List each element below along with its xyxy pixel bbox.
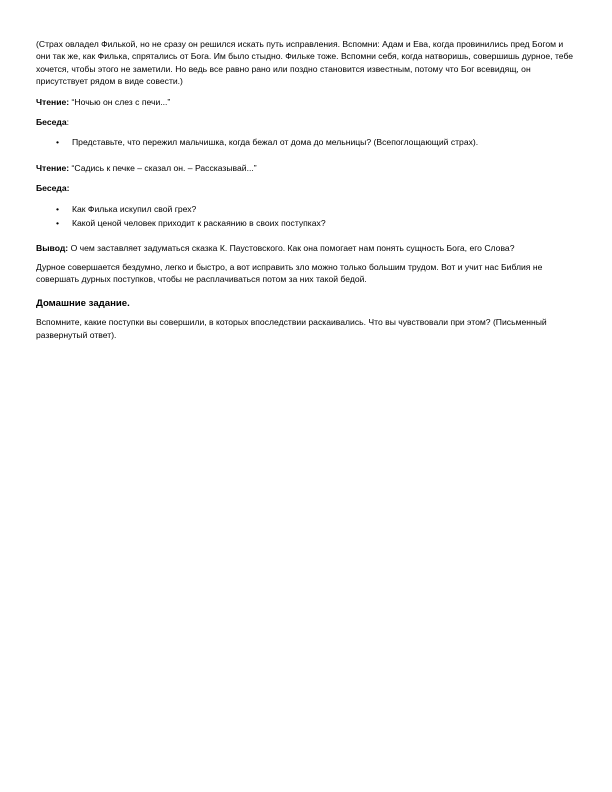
list-item-text: Представьте, что пережил мальчишка, когда бежал от дома до мельницы? (Всепоглощающий страх). (72, 137, 479, 148)
bullet-icon: • (56, 137, 60, 148)
reading-1 (36, 96, 578, 108)
conclusion (36, 242, 578, 254)
conclusion-text: О чем заставляет задуматься сказка К. Паустовского. Как она помогает нам понять сущность Бога, его Слова? (70, 243, 515, 254)
talk-2-list (36, 203, 578, 230)
talk-1-heading (36, 116, 578, 128)
list-item-text: Какой ценой человек приходит к раскаянию в своих поступках? (72, 218, 326, 229)
list-item (36, 203, 578, 215)
talk-2-heading (36, 182, 578, 194)
list-item-text: Как Филька искупил свой грех? (72, 203, 197, 214)
talk-1-label: Беседа (36, 117, 67, 128)
reading-1-label: Чтение: (36, 96, 70, 107)
reading-2-label: Чтение: (36, 162, 70, 173)
homework-title: Домашние задание. (36, 297, 130, 309)
homework-text: Вспомните, какие поступки вы совершили, в которых впоследствии раскаивались. Что вы чувствовали при этом? (Письменный развернутый ответ). (36, 317, 547, 340)
list-item (36, 217, 578, 229)
talk-2-label: Беседа: (36, 183, 70, 194)
reading-2 (36, 162, 578, 174)
reading-2-text: “Садись к печке – сказал он. – Рассказывай...” (71, 162, 257, 173)
intro-paragraph: (Страх овладел Филькой, но не сразу он решился искать путь исправления. Вспомни: Адам и Ева, когда провинились пред Богом и они так же, как Филька, спрятались от Бога. Им было стыдно. Фильке тоже. Вспомни себя, когда натворишь, совершишь дурное, тебе хочется, чтобы этого не заметили. Но ведь все равно рано или поздно становится известным, потому что Бог всевидящ, он присутствует рядом в виде совести.) (36, 39, 574, 87)
bad-deeds-paragraph: Дурное совершается бездумно, легко и быстро, а вот исправить зло можно только большим трудом. Вот и учит нас Библия не совершать дурных поступков, чтобы не расплачиваться потом за них такой бедой. (36, 261, 543, 285)
bullet-icon: • (56, 218, 60, 229)
talk-1-list (36, 136, 578, 148)
reading-1-text: “Ночью он слез с печи...” (71, 96, 171, 107)
conclusion-label: Вывод: (36, 243, 69, 254)
list-item (36, 136, 578, 148)
bullet-icon: • (56, 203, 60, 214)
talk-1-suffix: : (66, 117, 70, 128)
